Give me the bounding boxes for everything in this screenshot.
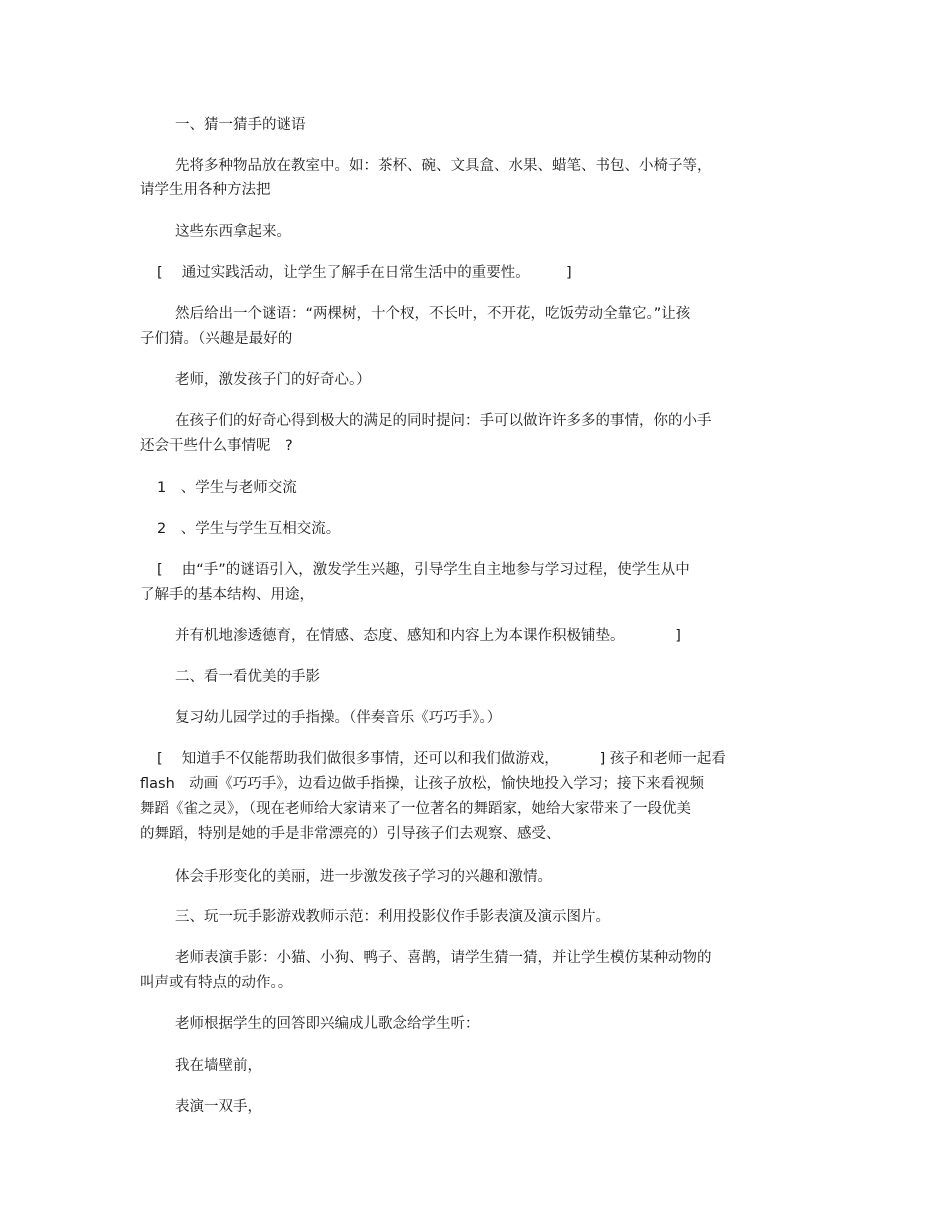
paragraph-line: 老师根据学生的回答即兴编成儿歌念给学生听： <box>175 1016 480 1032</box>
bracket-note: [ 知道手不仅能帮助我们做很多事情，还可以和我们做游戏， ] 孩子和老师一起看 <box>157 751 726 767</box>
paragraph-line: 复习幼儿园学过的手指操。（伴奏音乐《巧巧手》。） <box>175 710 502 726</box>
poem-line: 表演一双手， <box>175 1099 262 1115</box>
paragraph-line: 体会手形变化的美丽，进一步激发孩子学习的兴趣和激情。 <box>175 869 552 885</box>
bracket-note: [ 通过实践活动，让学生了解手在日常生活中的重要性。 ] <box>157 265 572 281</box>
paragraph-line: 然后给出一个谜语：“两棵树，十个杈，不长叶，不开花，吃饭劳动全靠它。”让孩 <box>175 306 691 322</box>
paragraph-line: 先将多种物品放在教室中。如：茶杯、碗、文具盒、水果、蜡笔、书包、小椅子等， <box>175 158 712 174</box>
section-heading-3: 三、玩一玩手影游戏教师示范：利用投影仪作手影表演及演示图片。 <box>175 909 610 925</box>
paragraph-line: 叫声或有特点的动作。。 <box>140 975 293 991</box>
paragraph-line: 了解手的基本结构、用途， <box>140 587 314 603</box>
paragraph-line: 请学生用各种方法把 <box>140 182 271 198</box>
section-heading-1: 一、猜一猜手的谜语 <box>175 117 306 133</box>
paragraph-line: 子们猜。（兴趣是最好的 <box>140 331 293 347</box>
paragraph-line: 并有机地渗透德育，在情感、态度、感知和内容上为本课作积极铺垫。 ] <box>175 628 681 644</box>
paragraph-line: 这些东西拿起来。 <box>175 224 291 240</box>
paragraph-line: 还会干些什么事情呢 ? <box>140 438 293 454</box>
poem-line: 我在墙壁前， <box>175 1058 262 1074</box>
bracket-note: [ 由“手”的谜语引入，激发学生兴趣，引导学生自主地参与学习过程，使学生从中 <box>157 562 690 578</box>
paragraph-line: 在孩子们的好奇心得到极大的满足的同时提问：手可以做许许多多的事情，你的小手 <box>175 413 712 429</box>
numbered-item: 2 、学生与学生互相交流。 <box>157 521 341 537</box>
paragraph-line: 老师，激发孩子门的好奇心。） <box>175 372 371 388</box>
paragraph-line: 老师表演手影：小猫、小狗、鸭子、喜鹊，请学生猜一猜，并让学生模仿某种动物的 <box>175 950 712 966</box>
paragraph-line: flash 动画《巧巧手》，边看边做手指操，让孩子放松，愉快地投入学习；接下来看视频 <box>140 776 705 792</box>
section-heading-2: 二、看一看优美的手影 <box>175 669 320 685</box>
numbered-item: 1 、学生与老师交流 <box>157 480 297 496</box>
paragraph-line: 的舞蹈，特别是她的手是非常漂亮的）引导孩子们去观察、感受、 <box>140 826 561 842</box>
paragraph-line: 舞蹈《雀之灵》，（现在老师给大家请来了一位著名的舞蹈家，她给大家带来了一段优美 <box>140 801 691 817</box>
